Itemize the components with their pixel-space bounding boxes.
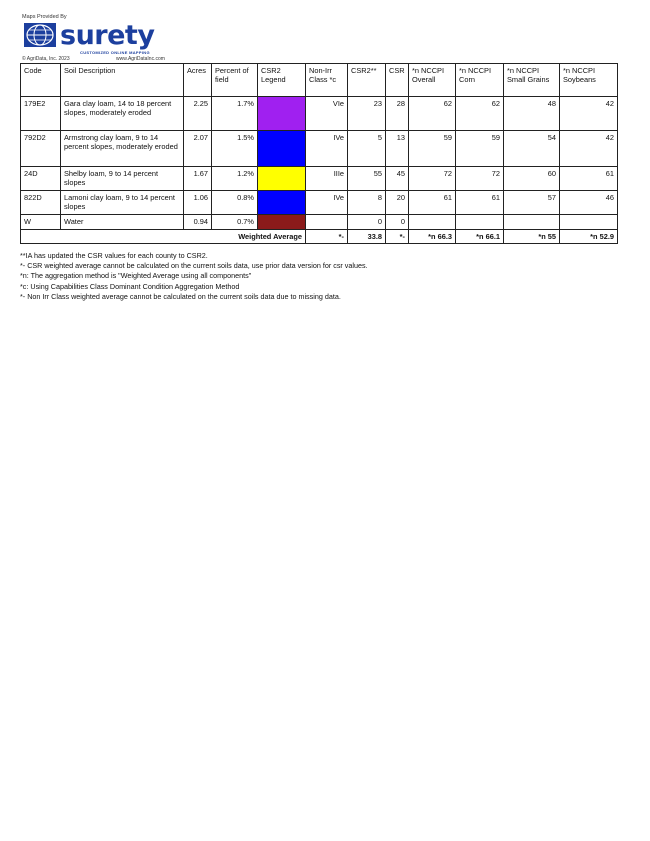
nonirr-class-cell — [306, 215, 348, 230]
percent-cell: 0.8% — [212, 191, 258, 215]
legend-color — [258, 131, 305, 166]
legend-color — [258, 167, 305, 190]
avg-nonirr-cell: *- — [306, 230, 348, 244]
nonirr-class-cell: VIe — [306, 97, 348, 131]
csr2-cell: 23 — [348, 97, 386, 131]
legend-color — [258, 215, 305, 229]
soil-description: Lamoni clay loam, 9 to 14 percent slopes — [61, 191, 184, 215]
table-row — [21, 191, 618, 215]
brand-wordmark: surety — [60, 20, 155, 51]
table-row — [21, 131, 618, 167]
footnote: *- Non Irr Class weighted average cannot be calculated on the current soils data due to missing data. — [20, 291, 341, 301]
avg-nccpi-overall-cell: *n 66.3 — [409, 230, 456, 244]
csr2-legend-swatch — [258, 131, 306, 167]
nccpi-small-grains-cell: 57 — [504, 191, 560, 215]
footnote: **IA has updated the CSR values for each county to CSR2. — [20, 251, 208, 260]
acres-cell: 1.67 — [184, 167, 212, 191]
nccpi-overall-cell: 72 — [409, 167, 456, 191]
acres-cell: 0.94 — [184, 215, 212, 230]
acres-cell: 2.07 — [184, 131, 212, 167]
col-header: Non-Irr Class *c — [306, 64, 348, 97]
table-row — [21, 215, 618, 230]
soil-code: 179E2 — [21, 97, 61, 131]
nccpi-corn-cell — [456, 215, 504, 230]
nccpi-soybeans-cell: 61 — [560, 167, 618, 191]
table-row — [21, 97, 618, 131]
csr-cell: 0 — [386, 215, 409, 230]
brand-tagline: CUSTOMIZED ONLINE MAPPING — [80, 50, 150, 55]
acres-cell: 1.06 — [184, 191, 212, 215]
nccpi-overall-cell: 62 — [409, 97, 456, 131]
nccpi-small-grains-cell — [504, 215, 560, 230]
avg-csr2-cell: 33.8 — [348, 230, 386, 244]
nonirr-class-cell: IVe — [306, 191, 348, 215]
avg-nccpi-corn-cell: *n 66.1 — [456, 230, 504, 244]
csr2-legend-swatch — [258, 215, 306, 230]
soil-code: W — [21, 215, 61, 230]
percent-cell: 1.5% — [212, 131, 258, 167]
footnote: *c: Using Capabilities Class Dominant Condition Aggregation Method — [20, 281, 240, 291]
col-header: *n NCCPI Soybeans — [560, 64, 618, 97]
percent-cell: 1.7% — [212, 97, 258, 131]
col-header: Acres — [184, 64, 212, 97]
footnote: *- CSR weighted average cannot be calculated on the current soils data, use prior data version for csr values. — [20, 261, 368, 271]
nccpi-soybeans-cell: 46 — [560, 191, 618, 215]
table-row — [21, 167, 618, 191]
soil-description: Gara clay loam, 14 to 18 percent slopes, moderately eroded — [61, 97, 184, 131]
col-header: Soil Description — [61, 64, 184, 97]
footnote: *n: The aggregation method is "Weighted Average using all components" — [20, 271, 252, 281]
avg-csr-cell: *- — [386, 230, 409, 244]
nonirr-class-cell: IIIe — [306, 167, 348, 191]
col-header: CSR2** — [348, 64, 386, 97]
soils-table — [20, 63, 618, 244]
col-header: CSR2 Legend — [258, 64, 306, 97]
nccpi-corn-cell: 72 — [456, 167, 504, 191]
percent-cell: 1.2% — [212, 167, 258, 191]
col-header: Percent of field — [212, 64, 258, 97]
nccpi-soybeans-cell: 42 — [560, 131, 618, 167]
nccpi-small-grains-cell: 60 — [504, 167, 560, 191]
nccpi-small-grains-cell: 48 — [504, 97, 560, 131]
weighted-average-row — [21, 230, 618, 244]
col-header: CSR — [386, 64, 409, 97]
csr2-legend-swatch — [258, 191, 306, 215]
legend-color — [258, 191, 305, 214]
nccpi-corn-cell: 59 — [456, 131, 504, 167]
legend-color — [258, 97, 305, 130]
website-text: www.AgriDataInc.com — [116, 56, 165, 62]
acres-cell: 2.25 — [184, 97, 212, 131]
csr-cell: 13 — [386, 131, 409, 167]
surety-logo — [20, 14, 180, 62]
nccpi-small-grains-cell: 54 — [504, 131, 560, 167]
globe-icon — [24, 23, 56, 47]
csr-cell: 20 — [386, 191, 409, 215]
csr2-legend-swatch — [258, 97, 306, 131]
nccpi-soybeans-cell — [560, 215, 618, 230]
percent-cell: 0.7% — [212, 215, 258, 230]
col-header: *n NCCPI Small Grains — [504, 64, 560, 97]
nccpi-corn-cell: 62 — [456, 97, 504, 131]
footnotes — [20, 251, 368, 302]
csr2-cell: 0 — [348, 215, 386, 230]
col-header: *n NCCPI Overall — [409, 64, 456, 97]
soil-code: 792D2 — [21, 131, 61, 167]
avg-nccpi-small-grains-cell: *n 55 — [504, 230, 560, 244]
csr-cell: 45 — [386, 167, 409, 191]
soil-description: Water — [61, 215, 184, 230]
nccpi-overall-cell: 59 — [409, 131, 456, 167]
soil-code: 24D — [21, 167, 61, 191]
csr2-cell: 55 — [348, 167, 386, 191]
nccpi-overall-cell — [409, 215, 456, 230]
soil-description: Shelby loam, 9 to 14 percent slopes — [61, 167, 184, 191]
soil-code: 822D — [21, 191, 61, 215]
copyright-text: © AgriData, Inc. 2023 — [22, 56, 70, 62]
soil-description: Armstrong clay loam, 9 to 14 percent slopes, moderately eroded — [61, 131, 184, 167]
avg-nccpi-soybeans-cell: *n 52.9 — [560, 230, 618, 244]
provided-by-text: Maps Provided By — [22, 14, 67, 20]
table-header-row — [21, 64, 618, 97]
csr2-cell: 8 — [348, 191, 386, 215]
nccpi-overall-cell: 61 — [409, 191, 456, 215]
nccpi-soybeans-cell: 42 — [560, 97, 618, 131]
csr2-cell: 5 — [348, 131, 386, 167]
csr2-legend-swatch — [258, 167, 306, 191]
col-header: *n NCCPI Corn — [456, 64, 504, 97]
csr-cell: 28 — [386, 97, 409, 131]
nonirr-class-cell: IVe — [306, 131, 348, 167]
nccpi-corn-cell: 61 — [456, 191, 504, 215]
col-header: Code — [21, 64, 61, 97]
weighted-average-label: Weighted Average — [21, 230, 306, 244]
